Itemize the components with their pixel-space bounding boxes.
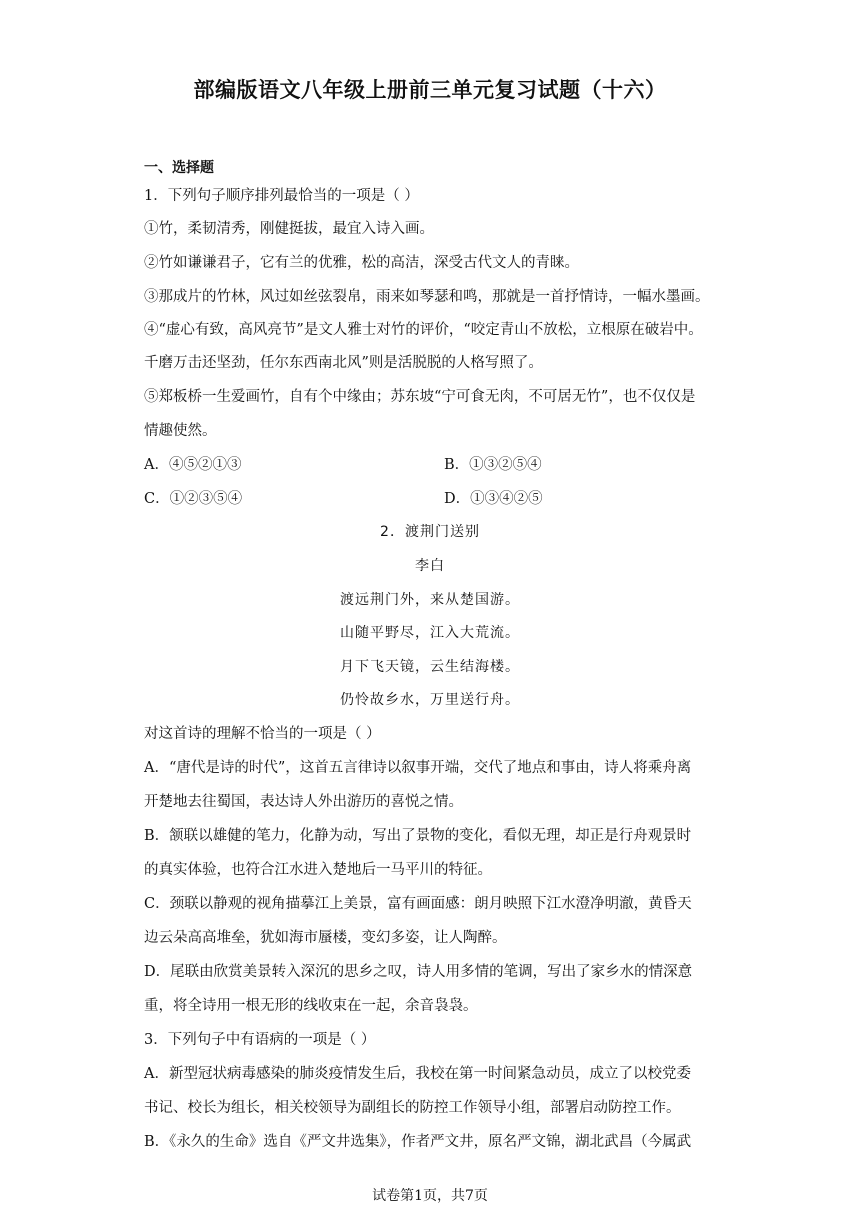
page-title: 部编版语文八年级上册前三单元复习试题（十六）: [193, 78, 667, 102]
question-3-stem: 3．下列句子中有语病的一项是（ ）: [144, 1032, 376, 1048]
q3-option-b-line1: B．《永久的生命》选自《严文井选集》，作者严文井，原名严文锦，湖北武昌（今属武: [144, 1134, 692, 1150]
q1-sentence-2: ②竹如谦谦君子，它有兰的优雅，松的高洁，深受古代文人的青睐。: [144, 255, 579, 271]
q2-option-d-line1: D．尾联由欣赏美景转入深沉的思乡之叹，诗人用多情的笔调，写出了家乡水的情深意: [144, 964, 693, 980]
poem-title: 2．渡荆门送别: [380, 524, 480, 540]
poem-line-1: 渡远荆门外，来从楚国游。: [340, 592, 520, 608]
q1-option-c: C．①②③⑤④: [144, 491, 243, 507]
q3-option-a-line1: A．新型冠状病毒感染的肺炎疫情发生后，我校在第一时间紧急动员，成立了以校党委: [144, 1066, 691, 1082]
q2-option-a-line2: 开楚地去往蜀国，表达诗人外出游历的喜悦之情。: [144, 794, 463, 810]
q2-option-b-line2: 的真实体验，也符合江水进入楚地后一马平川的特征。: [144, 862, 492, 878]
question-1-stem: 1．下列句子顺序排列最恰当的一项是（ ）: [144, 188, 419, 204]
q2-option-a-line1: A．“唐代是诗的时代”，这首五言律诗以叙事开端，交代了地点和事由，诗人将乘舟离: [144, 760, 692, 776]
poem-line-4: 仍怜故乡水，万里送行舟。: [340, 692, 520, 708]
q2-option-c-line2: 边云朵高高堆垒，犹如海市蜃楼，变幻多姿，让人陶醉。: [144, 930, 507, 946]
poem-line-3: 月下飞天镜，云生结海楼。: [340, 659, 520, 675]
page-footer: 试卷第1页，共7页: [372, 1188, 488, 1204]
q2-option-d-line2: 重，将全诗用一根无形的线收束在一起，余音袅袅。: [144, 998, 478, 1014]
q1-sentence-5a: ⑤郑板桥一生爱画竹，自有个中缘由；苏东坡“宁可食无肉，不可居无竹”，也不仅仅是: [144, 389, 696, 405]
q1-sentence-1: ①竹，柔韧清秀，刚健挺拔，最宜入诗入画。: [144, 221, 434, 237]
q1-option-a: A．④⑤②①③: [144, 457, 242, 473]
question-2-stem: 对这首诗的理解不恰当的一项是（ ）: [144, 726, 381, 742]
q1-sentence-3: ③那成片的竹林，风过如丝弦裂帛，雨来如琴瑟和鸣，那就是一首抒情诗，一幅水墨画。: [144, 289, 710, 305]
poem-line-2: 山随平野尽，江入大荒流。: [340, 625, 520, 641]
q2-option-b-line1: B．颔联以雄健的笔力，化静为动，写出了景物的变化，看似无理，却正是行舟观景时: [144, 828, 692, 844]
q1-sentence-4a: ④“虚心有致，高风亮节”是文人雅士对竹的评价，“咬定青山不放松，立根原在破岩中。: [144, 322, 703, 338]
q1-option-b: B．①③②⑤④: [444, 457, 542, 473]
q1-sentence-4b: 千磨万击还坚劲，任尔东西南北风”则是活脱脱的人格写照了。: [144, 355, 543, 371]
section-heading: 一、选择题: [144, 160, 214, 176]
q3-option-a-line2: 书记、校长为组长，相关校领导为副组长的防控工作领导小组，部署启动防控工作。: [144, 1100, 681, 1116]
poem-author: 李白: [415, 558, 445, 574]
q1-sentence-5b: 情趣使然。: [144, 423, 217, 439]
q1-option-d: D．①③④②⑤: [444, 491, 543, 507]
q2-option-c-line1: C．颈联以静观的视角描摹江上美景，富有画面感：朗月映照下江水澄净明澈，黄昏天: [144, 896, 692, 912]
